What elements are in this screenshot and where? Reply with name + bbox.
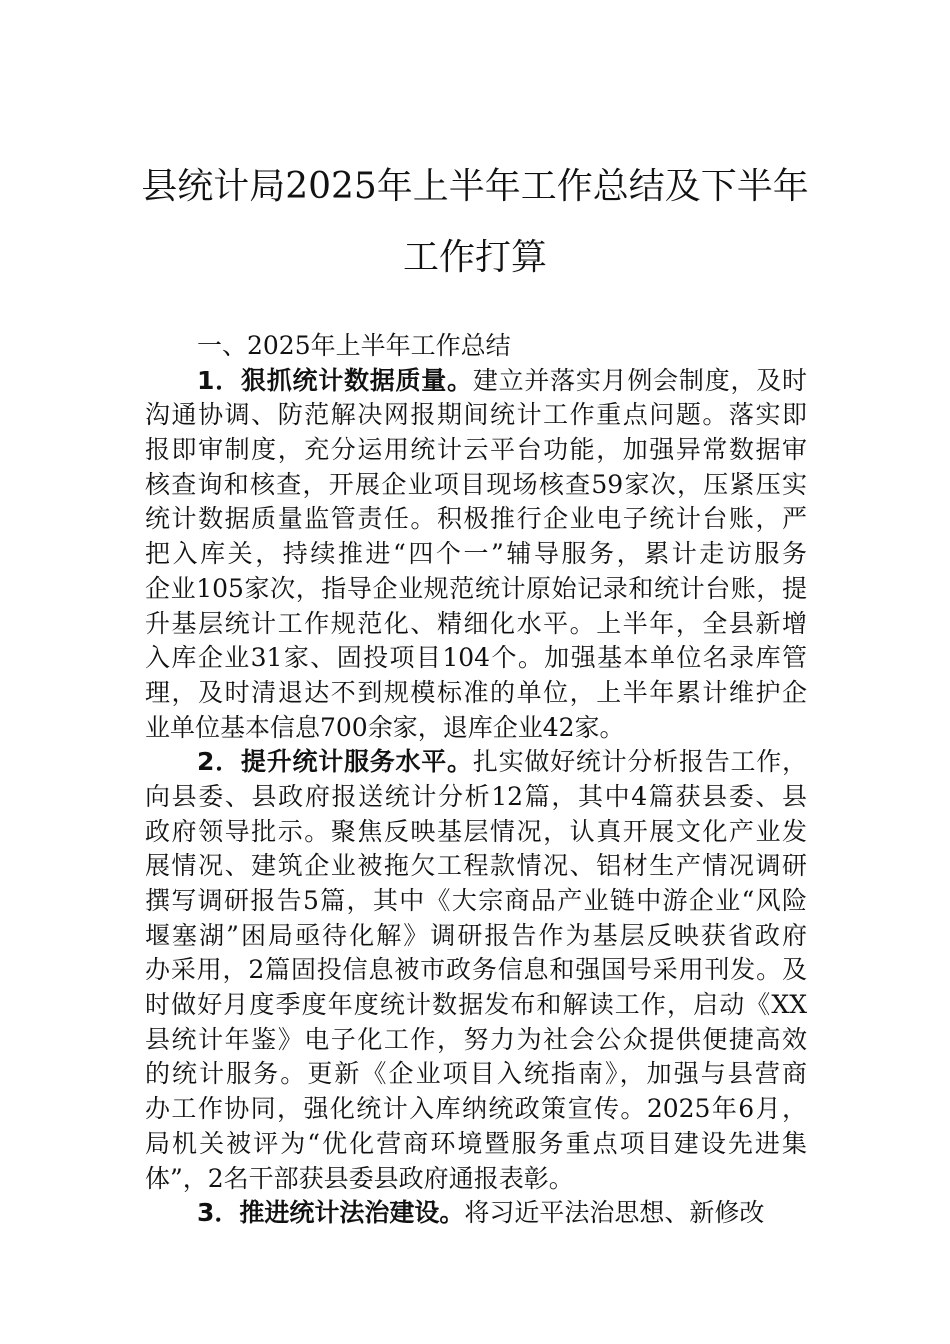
paragraph-line: 报即审制度，充分运用统计云平台功能，加强异常数据审	[145, 435, 807, 465]
paragraph-first-line	[145, 1196, 807, 1231]
paragraph-line: 办工作协同，强化统计入库纳统政策宣传。2025年6月，	[145, 1094, 807, 1124]
paragraph-line: 的统计服务。更新《企业项目入统指南》，加强与县营商	[145, 1059, 807, 1089]
paragraph-line: 局机关被评为“优化营商环境暨服务重点项目建设先进集	[145, 1128, 807, 1158]
paragraph-text: 建立并落实月例会制度，及时	[472, 365, 807, 395]
section-heading: 一、2025年上半年工作总结	[197, 331, 511, 360]
paragraph-line: 撰写调研报告5篇，其中《大宗商品产业链中游企业“风险	[145, 886, 807, 915]
paragraph-text: 扎实做好统计分析报告工作，	[472, 747, 807, 777]
paragraph	[145, 1196, 807, 1231]
paragraph-line: 办采用，2篇固投信息被市政务信息和强国号采用刊发。及	[145, 955, 807, 985]
paragraph-line: 县统计年鉴》电子化工作，努力为社会公众提供便捷高效	[145, 1024, 807, 1054]
paragraph-line: 展情况、建筑企业被拖欠工程款情况、铝材生产情况调研	[145, 851, 807, 881]
paragraph-line: 政府领导批示。聚焦反映基层情况，认真开展文化产业发	[145, 816, 807, 846]
paragraph-line: 把入库关，持续推进“四个一”辅导服务，累计走访服务	[145, 539, 807, 569]
paragraph-line: 业单位基本信息700余家，退库企业42家。	[145, 712, 625, 742]
paragraph-lead-heading: 3．推进统计法治建设。	[197, 1198, 465, 1228]
paragraph-line: 沟通协调、防范解决网报期间统计工作重点问题。落实即	[145, 400, 807, 430]
paragraph-first-line	[145, 364, 807, 399]
document-title-line-1: 县统计局2025年上半年工作总结及下半年	[141, 166, 809, 207]
paragraph-lead-heading: 2．提升统计服务水平。	[197, 747, 473, 777]
paragraph-line: 企业105家次，指导企业规范统计原始记录和统计台账，提	[145, 573, 807, 603]
paragraph-line: 入库企业31家、固投项目104个。加强基本单位名录库管	[145, 643, 807, 673]
document-title-line-2: 工作打算	[402, 237, 547, 278]
paragraph-line: 统计数据质量监管责任。积极推行企业电子统计台账，严	[145, 504, 807, 534]
paragraph-text: 将习近平法治思想、新修改	[464, 1198, 765, 1228]
paragraph-line: 核查询和核查，开展企业项目现场核查59家次，压紧压实	[145, 469, 807, 499]
paragraph	[145, 364, 807, 746]
paragraph	[145, 745, 807, 1196]
paragraph-line: 升基层统计工作规范化、精细化水平。上半年，全县新增	[145, 608, 807, 638]
paragraph-line: 理，及时清退达不到规模标准的单位，上半年累计维护企	[145, 677, 807, 707]
document-body	[145, 329, 807, 1231]
paragraph-lead-heading: 1．狠抓统计数据质量。	[197, 365, 473, 395]
paragraph-first-line	[145, 745, 807, 780]
paragraph-line: 时做好月度季度年度统计数据发布和解读工作，启动《XX	[145, 990, 807, 1020]
paragraph-line: 堰塞湖”困局亟待化解》调研报告作为基层反映获省政府	[145, 920, 807, 950]
paragraph-line: 体”，2名干部获县委县政府通报表彰。	[145, 1163, 574, 1193]
paragraph-line: 向县委、县政府报送统计分析12篇，其中4篇获县委、县	[145, 781, 807, 811]
